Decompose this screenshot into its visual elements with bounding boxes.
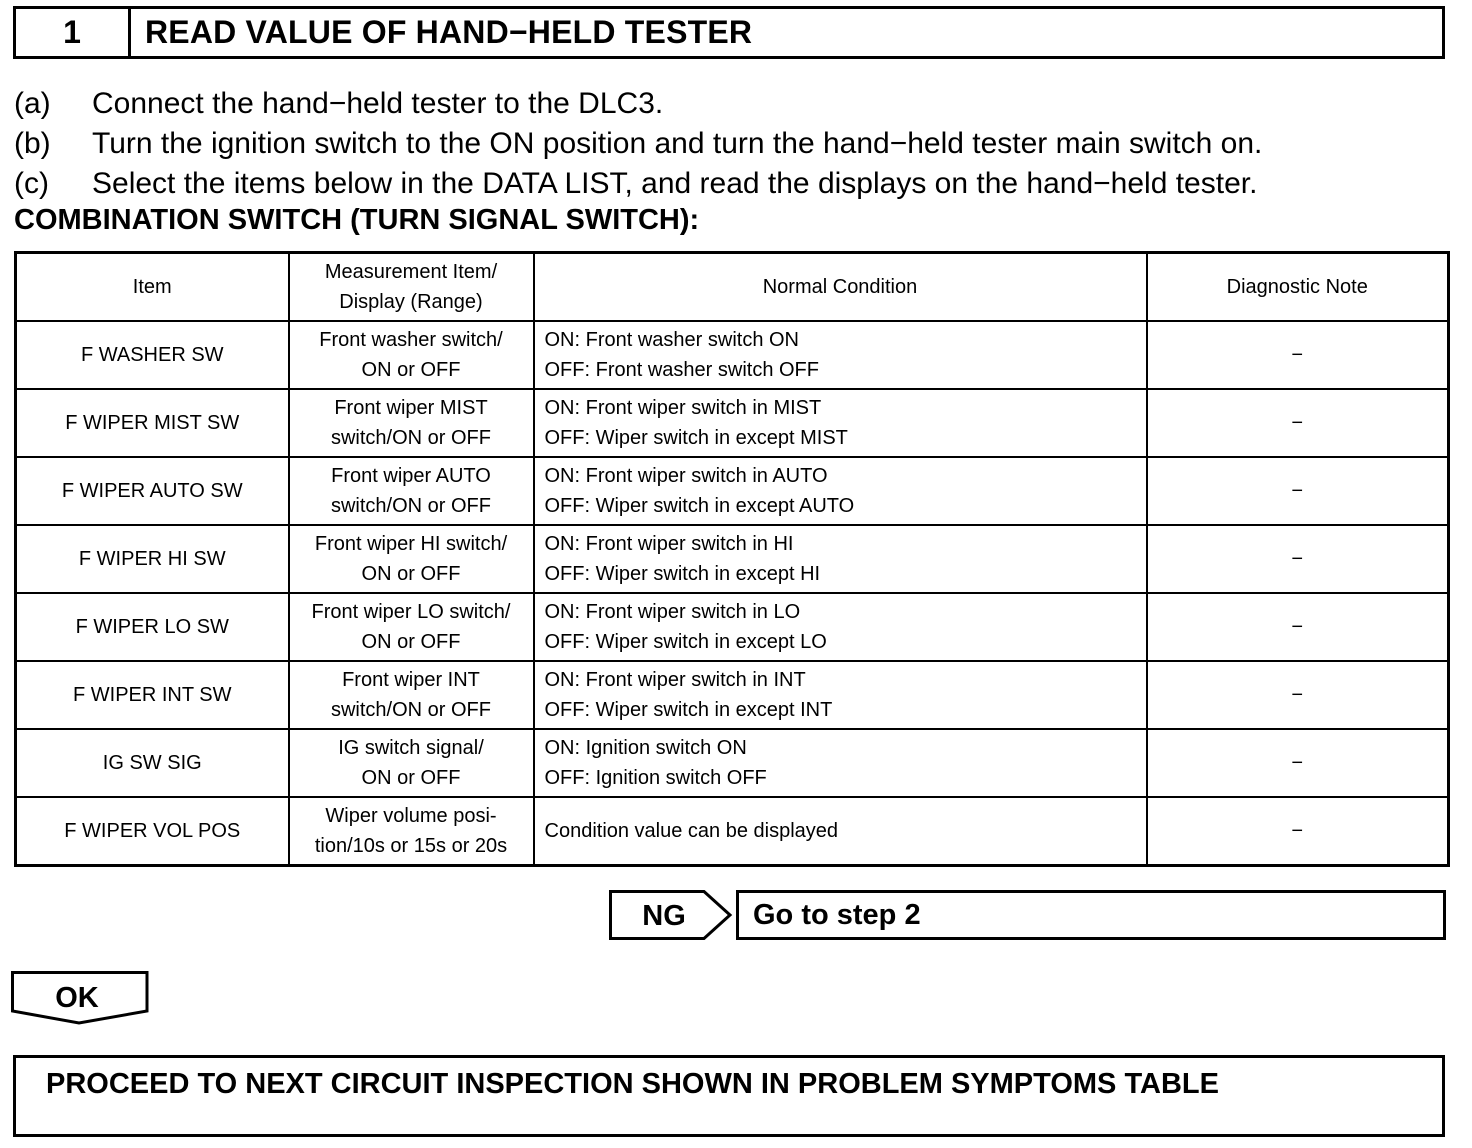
cell-measurement	[289, 389, 534, 457]
table-row	[16, 389, 1449, 457]
cell-diagnostic-note: −	[1147, 389, 1449, 457]
cell-normal-condition	[534, 321, 1147, 389]
header-measurement	[289, 253, 534, 322]
header-item: Item	[16, 253, 289, 322]
measurement-line1: Front wiper LO switch/	[311, 601, 511, 623]
ok-badge	[11, 971, 151, 1025]
measurement-line1: Front wiper MIST	[334, 397, 488, 419]
cell-measurement	[289, 797, 534, 866]
table-header-row	[16, 253, 1449, 322]
measurement-line2: ON or OFF	[361, 359, 461, 381]
measurement-line1: Front washer switch/	[319, 329, 503, 351]
instruction-text: Turn the ignition switch to the ON position and turn the hand−held tester main switch on.	[92, 127, 1263, 160]
instruction-a	[14, 86, 663, 122]
table-row	[16, 729, 1449, 797]
cell-normal-condition	[534, 661, 1147, 729]
ng-badge	[609, 890, 733, 940]
measurement-line1: Front wiper INT	[342, 669, 480, 691]
cell-normal-condition	[534, 457, 1147, 525]
cell-item: IG SW SIG	[16, 729, 289, 797]
measurement-line2: ON or OFF	[361, 563, 461, 585]
condition-line2: OFF: Wiper switch in except MIST	[544, 427, 848, 449]
cell-item: F WIPER HI SW	[16, 525, 289, 593]
cell-item: F WIPER VOL POS	[16, 797, 289, 866]
go-to-step-box: Go to step 2	[736, 890, 1446, 940]
ok-label: OK	[55, 982, 99, 1014]
table-row	[16, 321, 1449, 389]
cell-item: F WIPER LO SW	[16, 593, 289, 661]
cell-measurement	[289, 321, 534, 389]
condition-line2: OFF: Front washer switch OFF	[544, 359, 819, 381]
instruction-c	[14, 166, 1257, 202]
header-normal-condition: Normal Condition	[534, 253, 1147, 322]
instruction-text: Select the items below in the DATA LIST, and read the displays on the hand−held tester.	[92, 167, 1258, 200]
table-row	[16, 797, 1449, 866]
instruction-label: (c)	[14, 167, 49, 200]
condition-line1: Condition value can be displayed	[544, 820, 839, 842]
cell-diagnostic-note: −	[1147, 457, 1449, 525]
measurement-line2: switch/ON or OFF	[330, 495, 491, 517]
header-measurement-line1: Measurement Item/	[324, 261, 498, 283]
condition-line2: OFF: Wiper switch in except AUTO	[544, 495, 855, 517]
section-heading: COMBINATION SWITCH (TURN SIGNAL SWITCH):	[14, 204, 700, 236]
measurement-line1: Wiper volume posi-	[325, 805, 497, 827]
condition-line1: ON: Front wiper switch in HI	[544, 533, 794, 555]
measurement-line2: ON or OFF	[361, 767, 461, 789]
step-number: 1	[16, 9, 131, 56]
cell-measurement	[289, 457, 534, 525]
cell-measurement	[289, 525, 534, 593]
instruction-text: Connect the hand−held tester to the DLC3.	[92, 87, 664, 120]
step-header	[13, 6, 1445, 59]
condition-line1: ON: Front wiper switch in INT	[544, 669, 806, 691]
cell-item: F WASHER SW	[16, 321, 289, 389]
measurement-line2: switch/ON or OFF	[330, 699, 491, 721]
cell-normal-condition	[534, 729, 1147, 797]
condition-line2: OFF: Wiper switch in except INT	[544, 699, 833, 721]
instruction-label: (b)	[14, 127, 51, 160]
table-row	[16, 661, 1449, 729]
cell-item: F WIPER MIST SW	[16, 389, 289, 457]
cell-diagnostic-note: −	[1147, 525, 1449, 593]
cell-measurement	[289, 593, 534, 661]
cell-diagnostic-note: −	[1147, 593, 1449, 661]
condition-line2: OFF: Wiper switch in except LO	[544, 631, 827, 653]
cell-normal-condition	[534, 593, 1147, 661]
proceed-box: PROCEED TO NEXT CIRCUIT INSPECTION SHOWN IN PROBLEM SYMPTOMS TABLE	[13, 1055, 1445, 1137]
cell-measurement	[289, 661, 534, 729]
condition-line1: ON: Front wiper switch in LO	[544, 601, 801, 623]
condition-line1: ON: Front washer switch ON	[544, 329, 800, 351]
cell-diagnostic-note: −	[1147, 321, 1449, 389]
measurement-line1: IG switch signal/	[338, 737, 484, 759]
cell-normal-condition	[534, 525, 1147, 593]
condition-line2: OFF: Wiper switch in except HI	[544, 563, 821, 585]
cell-normal-condition	[534, 389, 1147, 457]
data-list-table	[14, 251, 1450, 867]
condition-line2: OFF: Ignition switch OFF	[544, 767, 767, 789]
step-title: READ VALUE OF HAND−HELD TESTER	[145, 14, 753, 50]
cell-normal-condition	[534, 797, 1147, 866]
condition-line1: ON: Front wiper switch in AUTO	[544, 465, 828, 487]
table-body	[16, 321, 1449, 866]
instruction-b	[14, 126, 1262, 162]
cell-measurement	[289, 729, 534, 797]
cell-item: F WIPER INT SW	[16, 661, 289, 729]
cell-diagnostic-note: −	[1147, 729, 1449, 797]
table-row	[16, 457, 1449, 525]
cell-diagnostic-note: −	[1147, 797, 1449, 866]
measurement-line2: switch/ON or OFF	[330, 427, 491, 449]
cell-item: F WIPER AUTO SW	[16, 457, 289, 525]
instruction-label: (a)	[14, 87, 51, 120]
condition-line1: ON: Ignition switch ON	[544, 737, 747, 759]
cell-diagnostic-note: −	[1147, 661, 1449, 729]
measurement-line1: Front wiper AUTO	[331, 465, 491, 487]
condition-line1: ON: Front wiper switch in MIST	[544, 397, 822, 419]
header-measurement-line2: Display (Range)	[339, 291, 483, 313]
table-row	[16, 593, 1449, 661]
ng-label: NG	[642, 900, 686, 932]
measurement-line2: ON or OFF	[361, 631, 461, 653]
header-diagnostic-note: Diagnostic Note	[1147, 253, 1449, 322]
table-row	[16, 525, 1449, 593]
measurement-line2: tion/10s or 15s or 20s	[314, 835, 508, 857]
measurement-line1: Front wiper HI switch/	[314, 533, 508, 555]
